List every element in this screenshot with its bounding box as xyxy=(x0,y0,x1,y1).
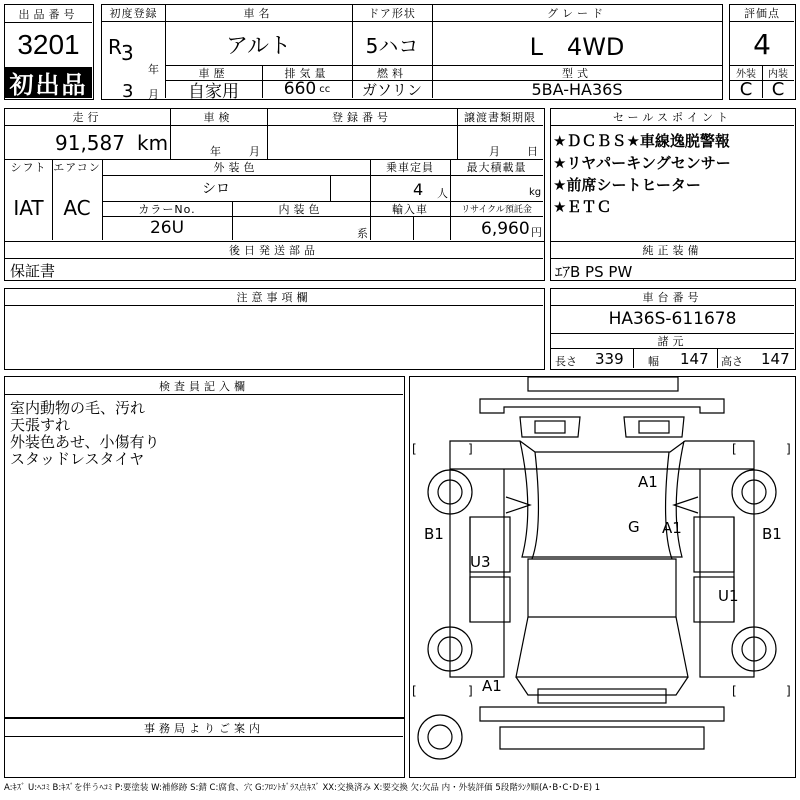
era: R xyxy=(108,35,122,59)
vehicle-details-table xyxy=(4,108,545,242)
score-value: 4 xyxy=(753,27,771,61)
later-parts-title: 後日発送部品 xyxy=(229,244,319,257)
insp-month-unit: 月 xyxy=(249,145,260,158)
length-value: 339 xyxy=(595,350,624,368)
fuel-label: 燃料 xyxy=(377,66,407,80)
capacity-value: 4 xyxy=(413,180,424,199)
color-label: 外装色 xyxy=(213,161,259,174)
history-value: 自家用 xyxy=(188,81,239,102)
inspection-label: 車検 xyxy=(203,111,234,124)
chassis-box xyxy=(550,288,796,370)
bracket: [ xyxy=(732,442,737,456)
mileage-value: 91,587 xyxy=(55,131,125,155)
int-label: 内装 xyxy=(768,69,788,80)
door-label: ドア形状 xyxy=(368,7,416,20)
car-diagram-box xyxy=(409,376,796,778)
insp-year-unit: 年 xyxy=(210,145,221,158)
header-box xyxy=(4,4,94,100)
main-header-table xyxy=(101,4,723,100)
damage-mark: A1 xyxy=(662,519,682,537)
fuel-value: ガソリン xyxy=(361,80,422,99)
spec-title: 諸元 xyxy=(657,334,688,348)
notes-box xyxy=(4,288,545,370)
reg-label: 登録番号 xyxy=(332,111,392,124)
inspector-line: 外装色あせ、小傷有り xyxy=(10,433,160,451)
bracket: [ xyxy=(732,684,737,698)
load-label: 最大積載量 xyxy=(466,161,527,174)
recycle-unit: 円 xyxy=(531,226,542,239)
displacement-number: 660 xyxy=(283,79,317,99)
legend-text: A:ｷｽﾞ U:ﾍｺﾐ B:ｷｽﾞを伴うﾍｺﾐ P:要塗装 W:補修跡 S:錆 C:腐食、穴 G:ﾌﾛﾝﾄｶﾞﾗｽ点ｷｽﾞ XX:交換済み X:要交換 欠:欠品 内・外装評価 5段階ﾗﾝｸ順(A･B･C･D･E) 1 xyxy=(4,783,601,793)
grade-label: グレード xyxy=(547,7,607,20)
equipment-box xyxy=(550,241,796,281)
bracket: [ xyxy=(412,684,417,698)
damage-mark: B1 xyxy=(762,525,782,543)
lot-label: 出品番号 xyxy=(18,7,79,21)
doc-day-unit: 日 xyxy=(527,145,538,158)
sales-item: ★ＤＣＢＳ★車線逸脱警報 xyxy=(553,132,730,150)
equipment-content: ｴｱB PS PW xyxy=(555,263,633,281)
inspector-line: 天張すれ xyxy=(10,416,71,434)
inspector-line: 室内動物の毛、汚れ xyxy=(10,399,146,417)
bracket: ] xyxy=(786,684,791,698)
ext-label: 外装 xyxy=(736,69,756,80)
first-listing-badge: 初出品 xyxy=(5,67,92,98)
chassis-title: 車台番号 xyxy=(642,291,703,304)
bracket: ] xyxy=(468,684,473,698)
color-value: シロ xyxy=(202,181,230,197)
ac-value: AC xyxy=(63,195,91,220)
damage-mark: U3 xyxy=(470,553,491,571)
bracket: ] xyxy=(786,442,791,456)
year-value: 3 xyxy=(121,41,134,65)
score-label: 評価点 xyxy=(744,7,780,20)
import-label: 輸入車 xyxy=(392,202,428,216)
shift-label: シフト xyxy=(10,161,47,174)
notes-title: 注意事項欄 xyxy=(236,291,312,304)
doc-label: 譲渡書類期限 xyxy=(464,111,536,124)
grade-value: L 4WD xyxy=(529,32,625,61)
lot-number: 3201 xyxy=(17,29,80,60)
damage-mark: A1 xyxy=(638,473,658,491)
mileage-unit: km xyxy=(137,131,169,155)
int-color-label: 内装色 xyxy=(278,202,324,216)
color-no-value: 26U xyxy=(149,218,185,238)
car-name-label: 車名 xyxy=(243,7,274,20)
car-name: アルト xyxy=(225,33,292,59)
sales-title: セールスポイント xyxy=(612,111,732,124)
length-label: 長さ xyxy=(555,355,577,368)
height-value: 147 xyxy=(761,350,790,368)
int-color-unit: 系 xyxy=(357,227,368,240)
width-label: 幅 xyxy=(648,355,659,368)
sales-points-box xyxy=(550,108,796,242)
recycle-label: リサイクル預託金 xyxy=(461,205,532,215)
height-label: 高さ xyxy=(721,355,743,368)
capacity-unit: 人 xyxy=(437,187,448,200)
later-parts-content: 保証書 xyxy=(10,262,56,280)
month-value: 3 xyxy=(122,81,134,102)
damage-mark: G xyxy=(628,518,640,536)
ext-grade: C xyxy=(739,78,753,100)
year-unit: 年 xyxy=(148,63,159,76)
sales-item: ★ＥＴＣ xyxy=(553,198,612,216)
damage-mark: A1 xyxy=(482,677,502,695)
later-parts-box xyxy=(4,241,545,281)
displacement-label: 排気量 xyxy=(284,66,330,80)
door-type: 5ハコ xyxy=(365,33,419,58)
mileage-label: 走行 xyxy=(72,111,103,124)
model-value: 5BA-HA36S xyxy=(531,79,623,99)
width-value: 147 xyxy=(680,350,709,368)
score-box xyxy=(729,4,796,100)
displacement-value xyxy=(262,80,352,98)
int-grade: C xyxy=(771,78,785,100)
inspector-box xyxy=(4,376,405,718)
car-diagram xyxy=(410,377,794,776)
equipment-title: 純正装備 xyxy=(642,244,703,257)
sales-item: ★リヤパーキングセンサー xyxy=(553,154,731,172)
damage-mark: U1 xyxy=(718,587,739,605)
color-no-label: カラーNo. xyxy=(138,202,196,216)
shift-value: IAT xyxy=(13,195,44,220)
sales-item: ★前席シートヒーター xyxy=(553,176,701,194)
bracket: ] xyxy=(468,442,473,456)
load-unit: kg xyxy=(529,187,542,198)
month-unit: 月 xyxy=(148,88,159,101)
office-box xyxy=(4,718,405,778)
damage-mark: B1 xyxy=(424,525,444,543)
chassis-number: HA36S-611678 xyxy=(608,309,737,329)
inspector-title: 検査員記入欄 xyxy=(159,379,249,393)
doc-month-unit: 月 xyxy=(489,145,500,158)
bracket: [ xyxy=(412,442,417,456)
recycle-value: 6,960 xyxy=(481,219,530,239)
displacement-unit: cc xyxy=(319,83,331,95)
model-label: 型式 xyxy=(562,66,592,80)
ac-label: エアコン xyxy=(53,161,101,174)
inspector-line: スタッドレスタイヤ xyxy=(10,450,145,468)
cap-label: 乗車定員 xyxy=(386,161,434,174)
year-label: 初度登録 xyxy=(109,7,158,20)
history-label: 車歴 xyxy=(198,66,229,80)
office-title: 事務局よりご案内 xyxy=(144,721,264,735)
